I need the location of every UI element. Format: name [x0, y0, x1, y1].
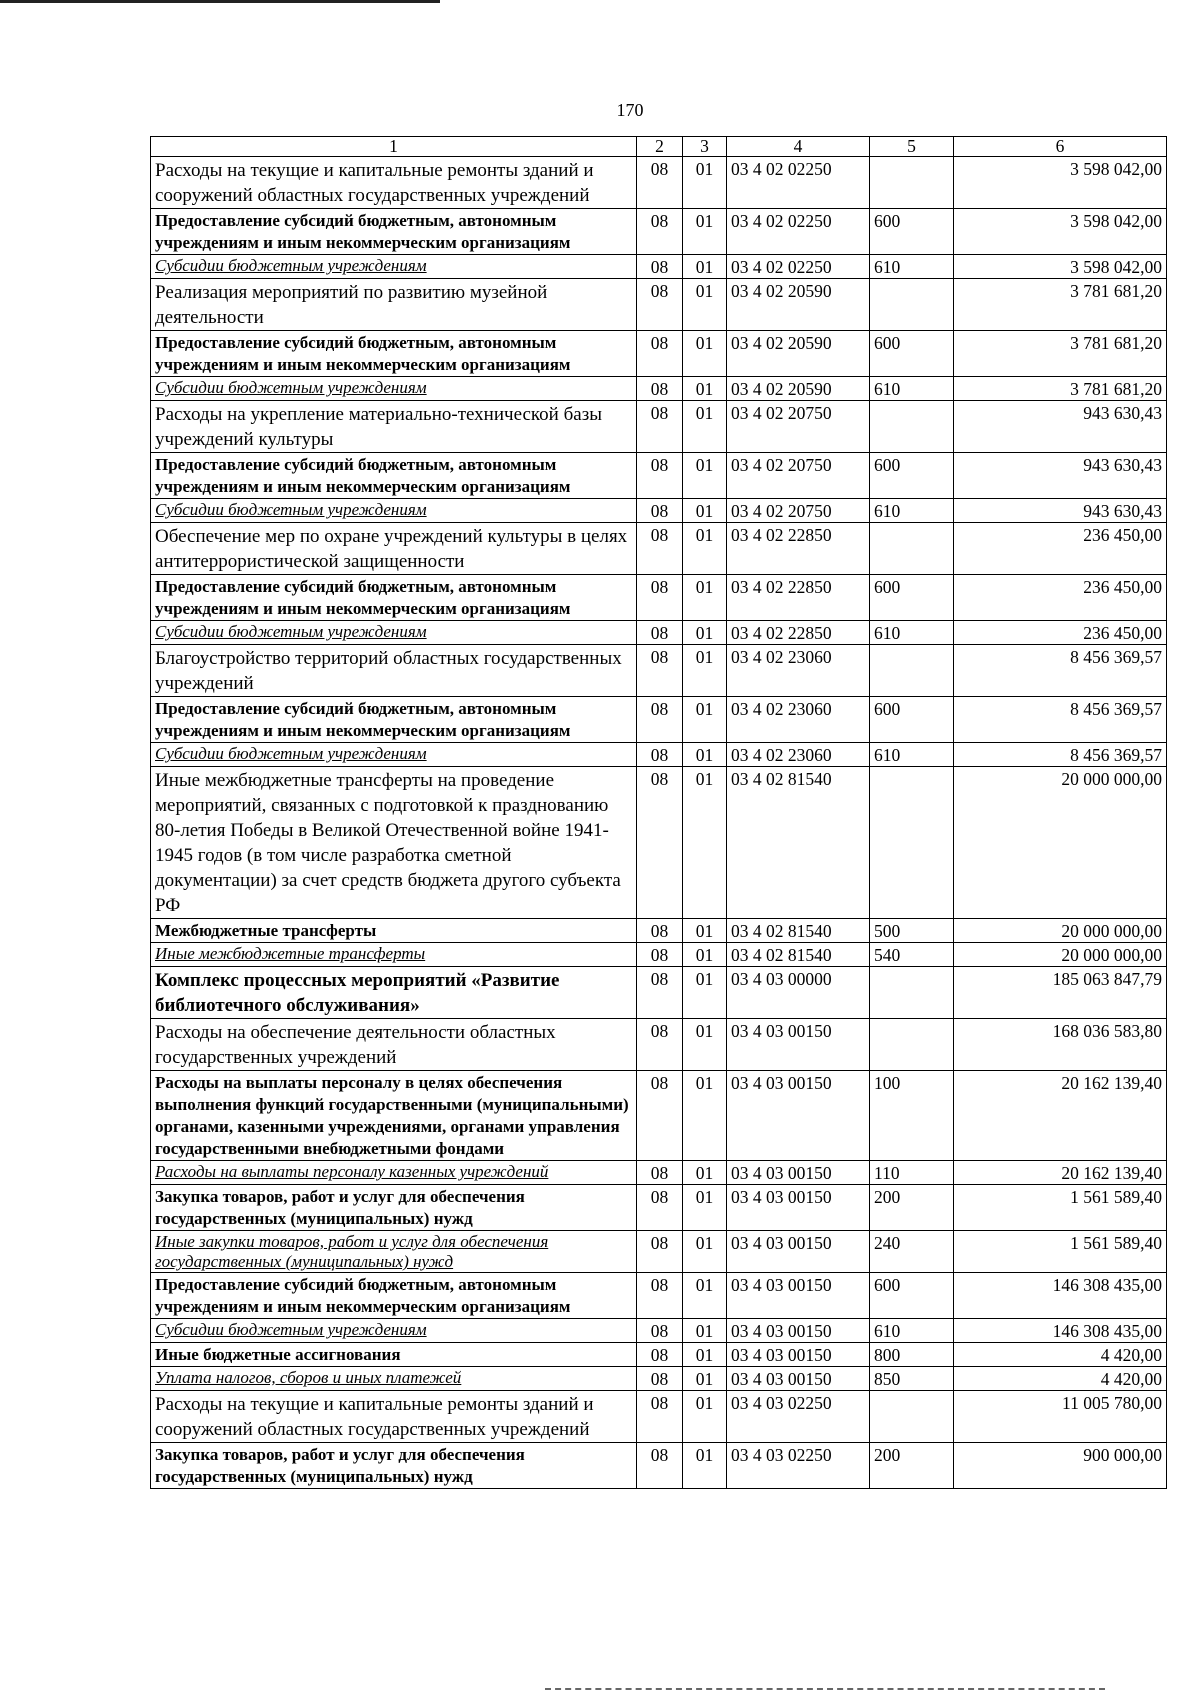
row-col-2: 08 — [637, 401, 683, 453]
row-col-3: 01 — [683, 1391, 727, 1443]
row-code: 03 4 02 23060 — [727, 743, 870, 767]
row-col-2: 08 — [637, 697, 683, 743]
row-description: Субсидии бюджетным учреждениям — [151, 621, 637, 645]
row-code: 03 4 03 00150 — [727, 1019, 870, 1071]
row-col-3: 01 — [683, 523, 727, 575]
row-col-2: 08 — [637, 1185, 683, 1231]
row-amount: 11 005 780,00 — [954, 1391, 1167, 1443]
row-col-2: 08 — [637, 1273, 683, 1319]
row-col-5: 540 — [870, 943, 954, 967]
row-col-5 — [870, 523, 954, 575]
row-amount: 3 598 042,00 — [954, 255, 1167, 279]
table-row — [151, 453, 1167, 499]
row-col-2: 08 — [637, 209, 683, 255]
row-col-3: 01 — [683, 1231, 727, 1273]
row-amount: 8 456 369,57 — [954, 645, 1167, 697]
row-code: 03 4 03 00150 — [727, 1343, 870, 1367]
row-amount: 1 561 589,40 — [954, 1185, 1167, 1231]
row-amount: 943 630,43 — [954, 499, 1167, 523]
page-number: 170 — [616, 100, 644, 120]
row-code: 03 4 02 20590 — [727, 377, 870, 401]
row-col-5: 110 — [870, 1161, 954, 1185]
row-col-5: 850 — [870, 1367, 954, 1391]
row-col-3: 01 — [683, 499, 727, 523]
row-amount: 3 598 042,00 — [954, 157, 1167, 209]
row-amount: 20 000 000,00 — [954, 767, 1167, 919]
row-col-5: 610 — [870, 255, 954, 279]
row-code: 03 4 02 20750 — [727, 453, 870, 499]
row-description: Межбюджетные трансферты — [151, 919, 637, 943]
row-col-3: 01 — [683, 377, 727, 401]
row-col-2: 08 — [637, 743, 683, 767]
table-row — [151, 523, 1167, 575]
row-code: 03 4 02 81540 — [727, 767, 870, 919]
row-description: Закупка товаров, работ и услуг для обеспечения государственных (муниципальных) нужд — [151, 1443, 637, 1489]
row-col-3: 01 — [683, 919, 727, 943]
row-code: 03 4 02 20750 — [727, 401, 870, 453]
row-code: 03 4 02 20750 — [727, 499, 870, 523]
row-col-3: 01 — [683, 157, 727, 209]
row-col-5: 600 — [870, 1273, 954, 1319]
row-description: Субсидии бюджетным учреждениям — [151, 1319, 637, 1343]
row-col-2: 08 — [637, 767, 683, 919]
row-col-3: 01 — [683, 621, 727, 645]
row-amount: 146 308 435,00 — [954, 1273, 1167, 1319]
row-col-3: 01 — [683, 401, 727, 453]
row-description: Реализация мероприятий по развитию музейной деятельности — [151, 279, 637, 331]
row-code: 03 4 03 00000 — [727, 967, 870, 1019]
row-code: 03 4 02 20590 — [727, 331, 870, 377]
row-col-2: 08 — [637, 523, 683, 575]
row-description: Предоставление субсидий бюджетным, автономным учреждениям и иным некоммерческим организациям — [151, 453, 637, 499]
row-description: Иные межбюджетные трансферты на проведение мероприятий, связанных с подготовкой к празднованию 80-летия Победы в Великой Отечественной войне 1941-1945 годов (в том числе разработка сметной документации) за счет средств бюджета другого субъекта РФ — [151, 767, 637, 919]
row-col-5 — [870, 645, 954, 697]
row-col-2: 08 — [637, 453, 683, 499]
row-col-2: 08 — [637, 1231, 683, 1273]
row-col-5: 800 — [870, 1343, 954, 1367]
row-description: Комплекс процессных мероприятий «Развитие библиотечного обслуживания» — [151, 967, 637, 1019]
row-col-5: 610 — [870, 621, 954, 645]
row-col-2: 08 — [637, 331, 683, 377]
row-col-3: 01 — [683, 1343, 727, 1367]
row-description: Предоставление субсидий бюджетным, автономным учреждениям и иным некоммерческим организациям — [151, 697, 637, 743]
row-col-3: 01 — [683, 967, 727, 1019]
row-col-3: 01 — [683, 1319, 727, 1343]
row-description: Иные межбюджетные трансферты — [151, 943, 637, 967]
row-col-3: 01 — [683, 1019, 727, 1071]
budget-table — [150, 136, 1167, 1489]
row-col-2: 08 — [637, 279, 683, 331]
row-code: 03 4 02 81540 — [727, 943, 870, 967]
table-row — [151, 645, 1167, 697]
row-code: 03 4 03 00150 — [727, 1367, 870, 1391]
row-amount: 20 000 000,00 — [954, 943, 1167, 967]
row-col-2: 08 — [637, 1319, 683, 1343]
row-amount: 4 420,00 — [954, 1343, 1167, 1367]
row-description: Уплата налогов, сборов и иных платежей — [151, 1367, 637, 1391]
row-col-5: 610 — [870, 499, 954, 523]
row-description: Расходы на обеспечение деятельности областных государственных учреждений — [151, 1019, 637, 1071]
row-amount: 185 063 847,79 — [954, 967, 1167, 1019]
row-description: Расходы на текущие и капитальные ремонты зданий и сооружений областных государственных учреждений — [151, 1391, 637, 1443]
table-row — [151, 621, 1167, 645]
table-body — [151, 157, 1167, 1489]
row-col-3: 01 — [683, 645, 727, 697]
row-col-3: 01 — [683, 255, 727, 279]
row-col-3: 01 — [683, 1161, 727, 1185]
row-code: 03 4 03 00150 — [727, 1185, 870, 1231]
table-row — [151, 943, 1167, 967]
row-col-5: 610 — [870, 743, 954, 767]
table-row — [151, 1367, 1167, 1391]
row-code: 03 4 03 00150 — [727, 1161, 870, 1185]
row-description: Расходы на текущие и капитальные ремонты зданий и сооружений областных государственных учреждений — [151, 157, 637, 209]
row-description: Предоставление субсидий бюджетным, автономным учреждениям и иным некоммерческим организациям — [151, 331, 637, 377]
row-col-2: 08 — [637, 645, 683, 697]
row-col-5 — [870, 967, 954, 1019]
row-col-3: 01 — [683, 697, 727, 743]
row-description: Закупка товаров, работ и услуг для обеспечения государственных (муниципальных) нужд — [151, 1185, 637, 1231]
row-description: Предоставление субсидий бюджетным, автономным учреждениям и иным некоммерческим организациям — [151, 1273, 637, 1319]
row-col-2: 08 — [637, 575, 683, 621]
row-amount: 236 450,00 — [954, 621, 1167, 645]
row-amount: 4 420,00 — [954, 1367, 1167, 1391]
row-col-2: 08 — [637, 1161, 683, 1185]
table-row — [151, 1391, 1167, 1443]
row-col-2: 08 — [637, 621, 683, 645]
row-col-5: 600 — [870, 209, 954, 255]
row-code: 03 4 02 20590 — [727, 279, 870, 331]
row-col-5: 610 — [870, 1319, 954, 1343]
row-description: Расходы на выплаты персоналу казенных учреждений — [151, 1161, 637, 1185]
row-description: Обеспечение мер по охране учреждений культуры в целях антитеррористической защищенности — [151, 523, 637, 575]
header-col-3: 3 — [683, 137, 727, 157]
row-code: 03 4 03 00150 — [727, 1273, 870, 1319]
row-description: Субсидии бюджетным учреждениям — [151, 377, 637, 401]
table-row — [151, 767, 1167, 919]
row-code: 03 4 02 02250 — [727, 209, 870, 255]
row-col-2: 08 — [637, 1071, 683, 1161]
row-col-2: 08 — [637, 255, 683, 279]
table-row — [151, 499, 1167, 523]
row-col-5 — [870, 401, 954, 453]
row-col-2: 08 — [637, 1343, 683, 1367]
row-col-5: 200 — [870, 1443, 954, 1489]
row-code: 03 4 02 02250 — [727, 157, 870, 209]
row-amount: 3 781 681,20 — [954, 377, 1167, 401]
row-amount: 168 036 583,80 — [954, 1019, 1167, 1071]
row-col-3: 01 — [683, 1443, 727, 1489]
row-description: Благоустройство территорий областных государственных учреждений — [151, 645, 637, 697]
header-col-5: 5 — [870, 137, 954, 157]
row-code: 03 4 02 22850 — [727, 523, 870, 575]
row-code: 03 4 03 00150 — [727, 1319, 870, 1343]
row-description: Расходы на укрепление материально-технической базы учреждений культуры — [151, 401, 637, 453]
header-row — [151, 137, 1167, 157]
table-row — [151, 377, 1167, 401]
row-amount: 146 308 435,00 — [954, 1319, 1167, 1343]
row-amount: 236 450,00 — [954, 523, 1167, 575]
row-description: Иные бюджетные ассигнования — [151, 1343, 637, 1367]
row-col-5 — [870, 279, 954, 331]
row-col-5: 600 — [870, 575, 954, 621]
row-col-3: 01 — [683, 209, 727, 255]
table-row — [151, 919, 1167, 943]
table-row — [151, 209, 1167, 255]
row-col-2: 08 — [637, 919, 683, 943]
table-row — [151, 1443, 1167, 1489]
row-col-3: 01 — [683, 331, 727, 377]
table-row — [151, 967, 1167, 1019]
row-col-5 — [870, 157, 954, 209]
row-code: 03 4 02 22850 — [727, 621, 870, 645]
row-col-3: 01 — [683, 1273, 727, 1319]
row-amount: 3 598 042,00 — [954, 209, 1167, 255]
table-row — [151, 401, 1167, 453]
row-col-5: 100 — [870, 1071, 954, 1161]
row-code: 03 4 03 02250 — [727, 1391, 870, 1443]
table-row — [151, 1071, 1167, 1161]
table-row — [151, 157, 1167, 209]
row-col-2: 08 — [637, 943, 683, 967]
table-row — [151, 1273, 1167, 1319]
header-col-6: 6 — [954, 137, 1167, 157]
table-header — [151, 137, 1167, 157]
row-col-3: 01 — [683, 453, 727, 499]
row-col-5 — [870, 767, 954, 919]
row-amount: 8 456 369,57 — [954, 697, 1167, 743]
row-col-3: 01 — [683, 575, 727, 621]
row-code: 03 4 02 23060 — [727, 645, 870, 697]
row-col-2: 08 — [637, 1367, 683, 1391]
row-amount: 20 000 000,00 — [954, 919, 1167, 943]
row-col-2: 08 — [637, 1443, 683, 1489]
table-row — [151, 1185, 1167, 1231]
row-amount: 1 561 589,40 — [954, 1231, 1167, 1273]
row-col-3: 01 — [683, 1185, 727, 1231]
row-description: Предоставление субсидий бюджетным, автономным учреждениям и иным некоммерческим организациям — [151, 209, 637, 255]
row-col-5: 500 — [870, 919, 954, 943]
row-col-2: 08 — [637, 157, 683, 209]
row-description: Предоставление субсидий бюджетным, автономным учреждениям и иным некоммерческим организациям — [151, 575, 637, 621]
row-code: 03 4 03 00150 — [727, 1071, 870, 1161]
row-amount: 943 630,43 — [954, 401, 1167, 453]
row-code: 03 4 03 00150 — [727, 1231, 870, 1273]
row-col-3: 01 — [683, 943, 727, 967]
row-col-2: 08 — [637, 499, 683, 523]
row-col-5: 610 — [870, 377, 954, 401]
row-col-2: 08 — [637, 1019, 683, 1071]
table-row — [151, 1343, 1167, 1367]
row-code: 03 4 02 23060 — [727, 697, 870, 743]
row-amount: 236 450,00 — [954, 575, 1167, 621]
scan-bottom-rule — [545, 1688, 1105, 1690]
row-col-3: 01 — [683, 743, 727, 767]
row-amount: 3 781 681,20 — [954, 331, 1167, 377]
table-row — [151, 743, 1167, 767]
row-col-3: 01 — [683, 1071, 727, 1161]
row-description: Расходы на выплаты персоналу в целях обеспечения выполнения функций государственными (муниципальными) органами, казенными учреждениями, органами управления государственными внебюджетными фондами — [151, 1071, 637, 1161]
table-row — [151, 1019, 1167, 1071]
row-col-5: 600 — [870, 331, 954, 377]
row-col-3: 01 — [683, 1367, 727, 1391]
header-col-4: 4 — [727, 137, 870, 157]
header-col-2: 2 — [637, 137, 683, 157]
row-col-2: 08 — [637, 967, 683, 1019]
row-description: Иные закупки товаров, работ и услуг для обеспечения государственных (муниципальных) нужд — [151, 1231, 637, 1273]
row-col-5: 240 — [870, 1231, 954, 1273]
row-amount: 20 162 139,40 — [954, 1161, 1167, 1185]
table-row — [151, 331, 1167, 377]
row-col-5 — [870, 1391, 954, 1443]
row-col-3: 01 — [683, 279, 727, 331]
row-amount: 8 456 369,57 — [954, 743, 1167, 767]
table-row — [151, 697, 1167, 743]
row-col-5: 600 — [870, 697, 954, 743]
row-code: 03 4 02 81540 — [727, 919, 870, 943]
row-code: 03 4 03 02250 — [727, 1443, 870, 1489]
table-row — [151, 1319, 1167, 1343]
row-amount: 20 162 139,40 — [954, 1071, 1167, 1161]
row-code: 03 4 02 02250 — [727, 255, 870, 279]
row-col-2: 08 — [637, 1391, 683, 1443]
table-row — [151, 1231, 1167, 1273]
table-row — [151, 279, 1167, 331]
scan-top-rule — [0, 0, 440, 3]
row-amount: 3 781 681,20 — [954, 279, 1167, 331]
row-amount: 943 630,43 — [954, 453, 1167, 499]
row-description: Субсидии бюджетным учреждениям — [151, 499, 637, 523]
table-row — [151, 1161, 1167, 1185]
row-description: Субсидии бюджетным учреждениям — [151, 743, 637, 767]
row-col-5: 200 — [870, 1185, 954, 1231]
row-col-3: 01 — [683, 767, 727, 919]
header-col-1: 1 — [151, 137, 637, 157]
row-col-5: 600 — [870, 453, 954, 499]
row-code: 03 4 02 22850 — [727, 575, 870, 621]
row-col-2: 08 — [637, 377, 683, 401]
row-description: Субсидии бюджетным учреждениям — [151, 255, 637, 279]
row-amount: 900 000,00 — [954, 1443, 1167, 1489]
table-row — [151, 575, 1167, 621]
table-row — [151, 255, 1167, 279]
row-col-5 — [870, 1019, 954, 1071]
